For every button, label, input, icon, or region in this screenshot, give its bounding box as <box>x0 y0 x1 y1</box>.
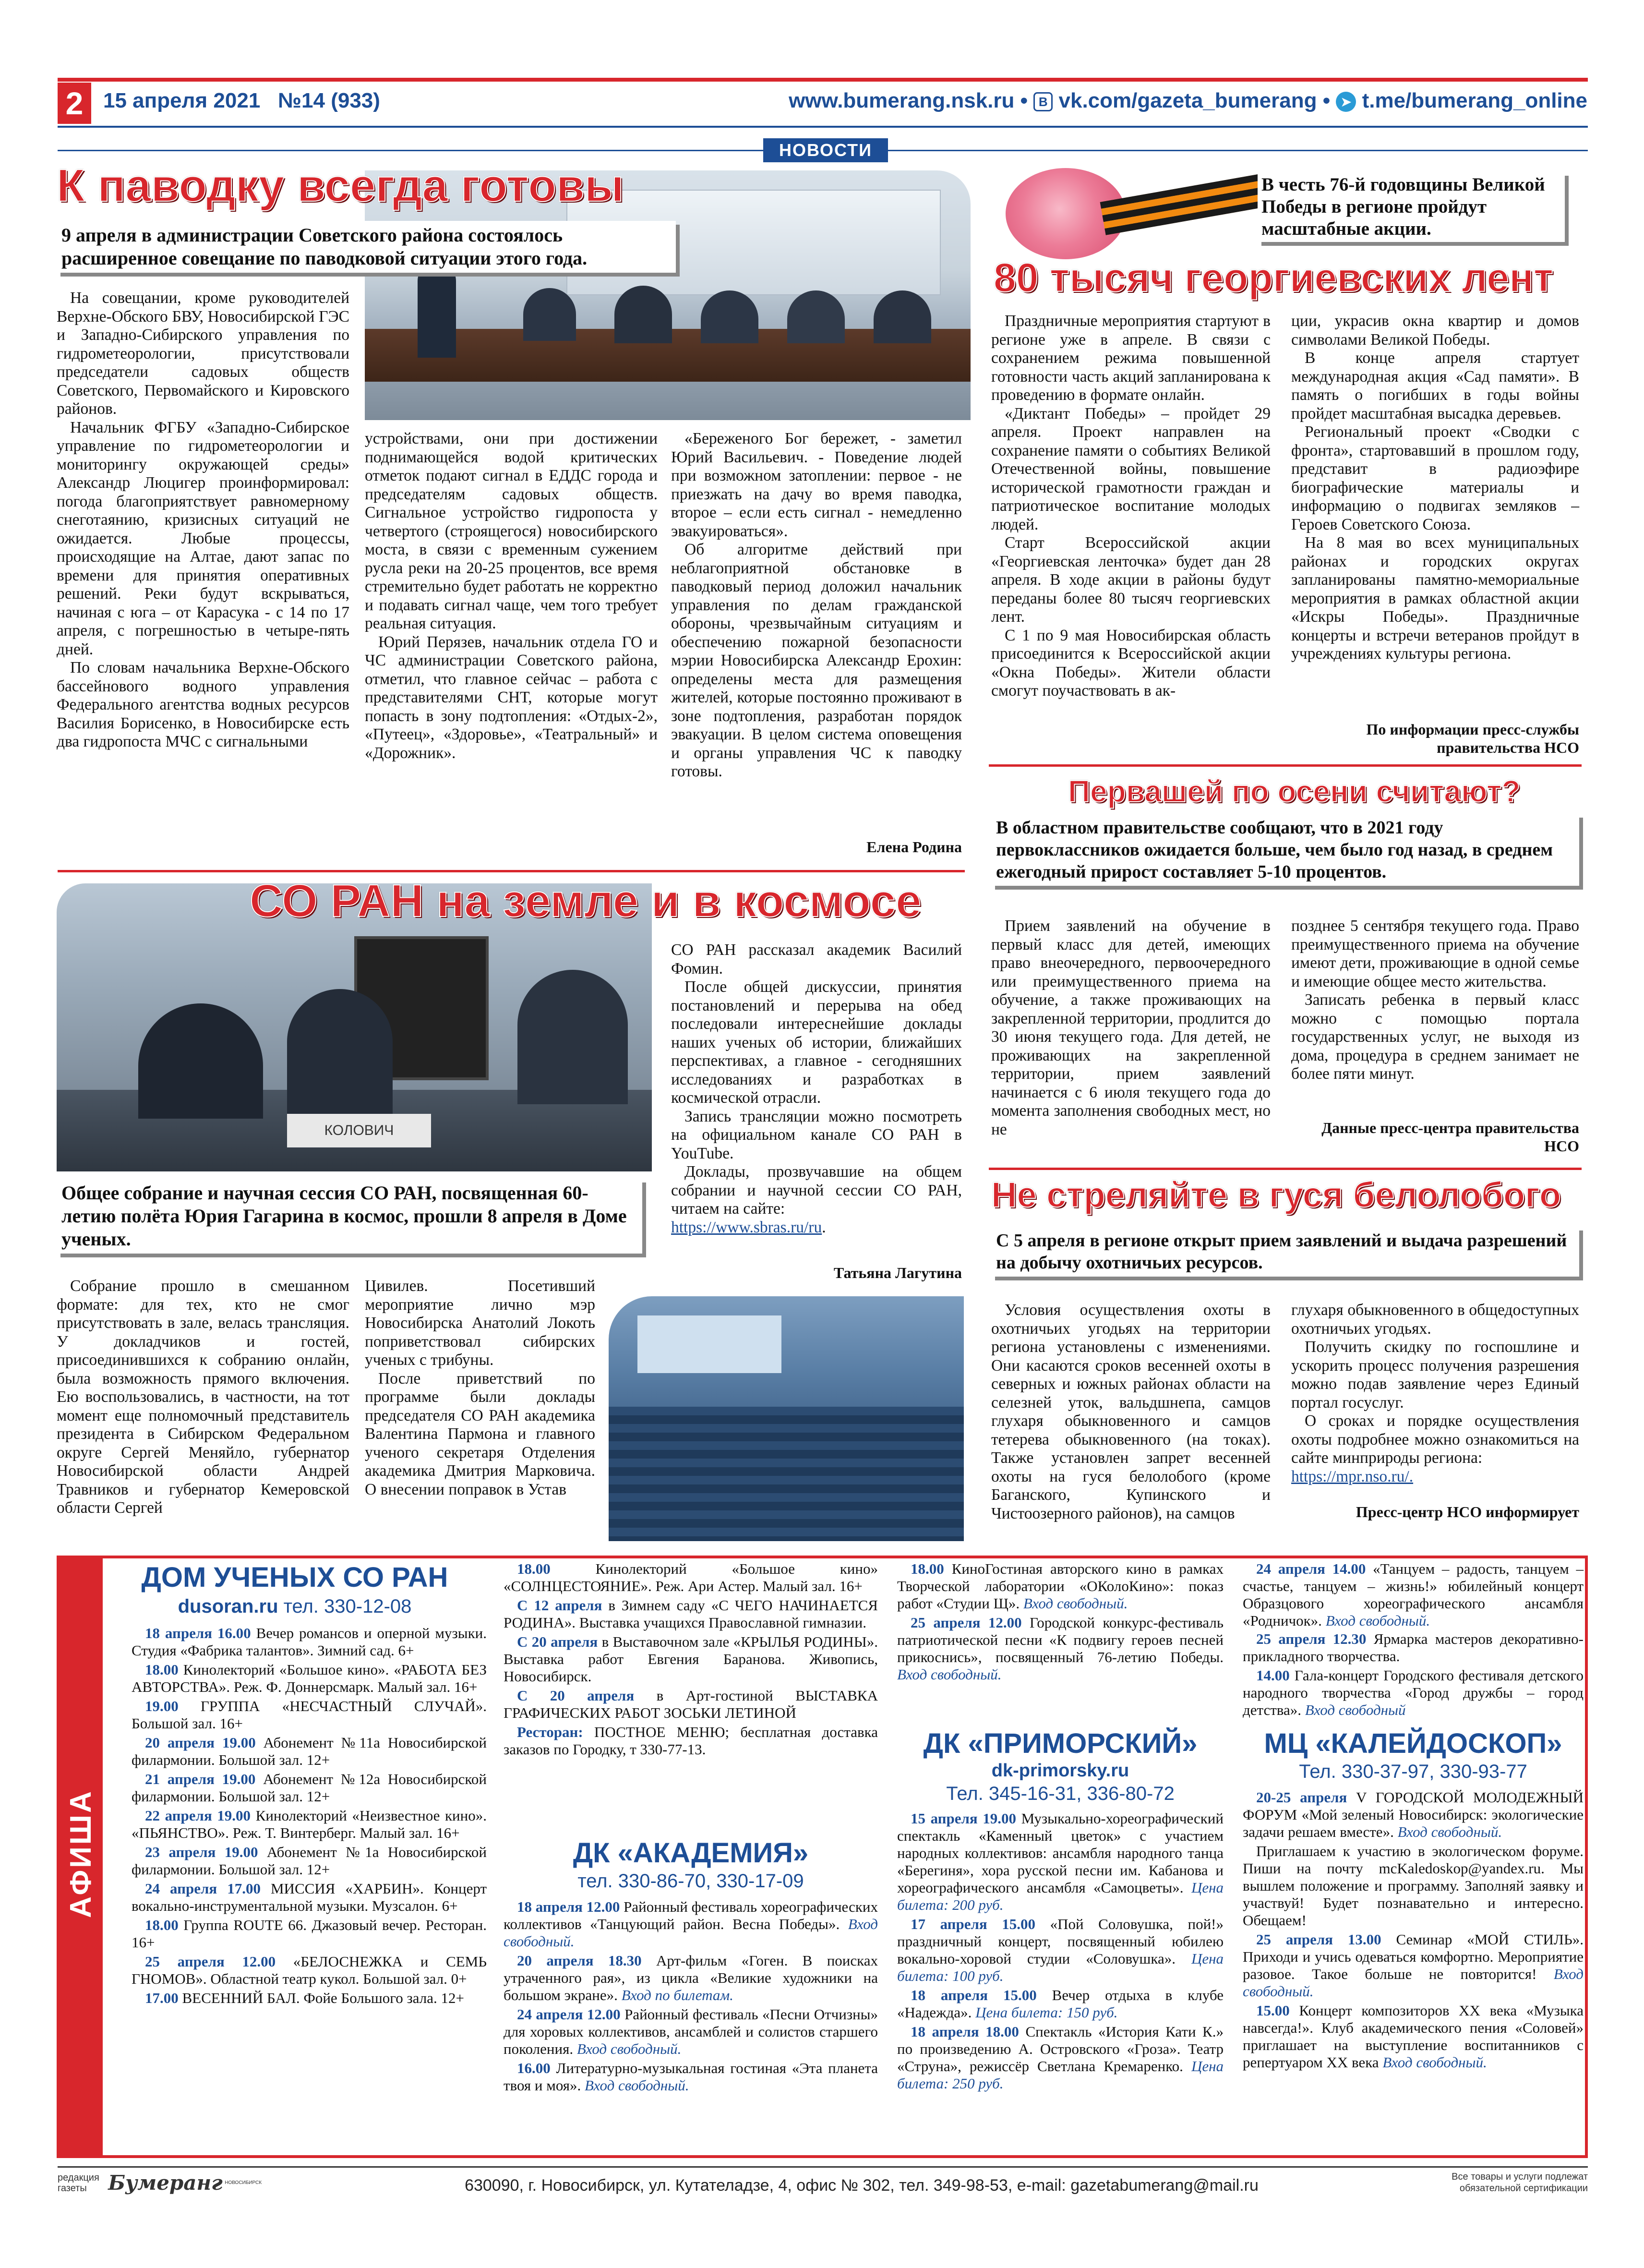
footer-logo-sub: НОВОСИБИРСК <box>225 2180 262 2185</box>
flood-lead: 9 апреля в администрации Советского района состоялось расширенное совещание по паводковой ситуации этого года. <box>57 221 676 273</box>
event-text: Кинолекторий «Неизвестное кино». «ПЬЯНСТВО». Реж. Т. Винтерберг. Малый зал. 16+ <box>132 1807 487 1841</box>
event-text: в Арт-гостиной ВЫСТАВКА ГРАФИЧЕСКИХ РАБОТ ЗОСЬКИ ЛЕТИНОЙ <box>504 1687 878 1721</box>
event-date: 20 апреля 18.30 <box>517 1952 642 1969</box>
event-date: С 20 апреля <box>517 1633 598 1650</box>
event-note: Вход по билетам. <box>621 1987 733 2003</box>
event-date: 22 апреля 19.00 <box>145 1807 251 1824</box>
event-text: Арт-фильм «Гоген. В поисках утраченного рая», из цикла «Великие художники на большом экране». <box>504 1952 878 2003</box>
mc-name: МЦ «КАЛЕЙДОСКОП» <box>1264 1728 1562 1759</box>
geese-col-2: глухаря обыкновенного в общедоступных охотничьих угодьях. Получить скидку по госпошлине и ускорить процесс получения разрешения можно подав заявление через Единый портал госуслуг. О сроках и порядке осуществления охоты подробнее можно ознакомиться на сайте минприроды региона: https://mpr.nso.ru/. <box>1291 1301 1579 1485</box>
event-note: Вход свободный. <box>576 2040 682 2057</box>
event-note: Цена билета: 150 руб. <box>975 2004 1118 2021</box>
event-note: Вход свободный. <box>1243 1966 1584 2000</box>
site-link[interactable]: www.bumerang.nsk.ru <box>789 89 1015 112</box>
afisha-item <box>132 1734 487 1769</box>
afisha-item <box>132 1990 487 2007</box>
footer-logo: Бумеранг <box>108 2171 223 2195</box>
flood-author: Елена Родина <box>866 838 962 856</box>
school-lead: В областном правительстве сообщают, что в 2021 году первоклассников ожидается больше, чем было год назад, в среднем ежегодный прирост составляет 5-10 процентов. <box>991 814 1579 886</box>
rubric-label: НОВОСТИ <box>763 138 888 162</box>
geese-headline: Не стреляйте в гуся белолобого <box>991 1175 1561 1215</box>
separator: • <box>1020 89 1028 112</box>
event-date: 18.00 <box>517 1560 551 1577</box>
afisha-item <box>897 1810 1224 1914</box>
geese-author: Пресс-центр НСО информирует <box>1356 1503 1579 1520</box>
event-date: 25 апреля 12.30 <box>1256 1630 1367 1647</box>
afisha-item <box>504 1724 878 1758</box>
afisha-item <box>132 1880 487 1915</box>
pr-list <box>897 1810 1224 2094</box>
carnation-ribbon-photo <box>991 158 1270 264</box>
event-date: 18 апреля 16.00 <box>145 1625 251 1641</box>
event-date: 16.00 <box>517 2060 551 2076</box>
nameplate: КОЛОВИЧ <box>287 1114 431 1147</box>
event-date: 20-25 апреля <box>1256 1789 1347 1806</box>
mc-list <box>1243 1789 1584 2073</box>
ak-list <box>504 1898 878 2096</box>
flood-col-1: На совещании, кроме руководителей Верхне-Обского БВУ, Новосибирской ГЭС и Западно-Сибирского управления по гидрометеорологии, присутствовали председатели садовых обществ Советского, Первомайского и Кировского районов. Начальник ФГБУ «Западно-Сибирское управление по гидрометеорологии и мониторингу окружающей среды» Александр Люцигер проинформировал: погода благоприятствует равномерному снеготаянию, кризисных ситуаций не ожидается. Любые процессы, происходящие на Алтае, дают запас по времени для принятия оперативных решений. Реки будут вскрываться, начиная с юга – от Карасука - с 14 по 17 апреля, с погрешностью в четыре-пять дней. По словам начальника Верхне-Обского бассейнового водного управления Федерального агентства водных ресурсов Василия Борисенко, в Новосибирске есть два гидропоста МЧС с сигнальными <box>57 289 349 750</box>
event-text: Абонемент №1а Новосибирской филармонии. Большой зал. 12+ <box>132 1844 487 1878</box>
afisha-item <box>504 1952 878 2004</box>
du-list-2 <box>504 1560 878 1760</box>
event-date: 17.00 <box>145 1990 179 2006</box>
event-text: Вечер отдыха в клубе «Надежда». <box>897 1987 1224 2021</box>
event-date: С 20 апреля <box>517 1687 635 1704</box>
afisha-item <box>504 2006 878 2058</box>
afisha-label: АФИША <box>64 1789 97 1918</box>
sbras-col-1: Собрание прошло в смешанном формате: для тех, кто не смог присутствовать в зале, велась трансляция. У докладчиков и гостей, присоединившихся к собранию онлайн, была возможность прямого включения. Ею воспользовались, в частности, на тот момент еще полномочный представитель президента в Сибирском Федеральном округе Сергей Меняйло, губернатор Новосибирской области Андрей Травников и губернатор Кемеровской области Сергей <box>57 1277 349 1517</box>
header-top-rule <box>58 78 1588 82</box>
afisha-item <box>504 1560 878 1595</box>
du-contacts <box>108 1595 482 1618</box>
pr-list-3 <box>1243 1630 1584 1721</box>
event-date: 18.00 <box>145 1917 179 1933</box>
footer-ed-2: газеты <box>58 2183 87 2194</box>
event-date: 24 апреля 17.00 <box>145 1880 261 1897</box>
event-text: «Танцуем – радость, танцуем – счастье, танцуем – жизнь!» юбилейный концерт Образцового хореографического ансамбля «Родничок». <box>1243 1560 1584 1629</box>
event-text: Городской конкурс-фестиваль патриотической песни «К подвигу героев песней прикоснись», посвященный 76-летию Победы. <box>897 1614 1224 1665</box>
footer-masthead <box>58 2171 262 2200</box>
event-text: Литературно-музыкальная гостиная «Эта планета твоя и моя». <box>504 2060 878 2094</box>
school-headline: Первашей по осени считают? <box>1068 774 1521 808</box>
event-date: 15 апреля 19.00 <box>911 1810 1017 1827</box>
event-text: Абонемент №11а Новосибирской филармонии. Большой зал. 12+ <box>132 1734 487 1768</box>
telegram-link[interactable]: t.me/bumerang_online <box>1362 89 1587 112</box>
flood-col-3: «Береженого Бог бережет, - заметил Юрий Васильевич. - Поведение людей при возможном затоплении: первое - не приезжать на дачу во время паводка, второе – если есть сигнал - немедленно эвакуироваться». Об алгоритме действий при неблагоприятной обстановке в паводковый период доложил начальник управления по делам гражданской обороны, чрезвычайным ситуациям и обеспечению пожарной безопасности мэрии Новосибирска Александр Ерохин: определены места для размещения жителей, которые постоянно проживают в зоне подтопления, разработан порядок эвакуации. В целом система оповещения и органы управления ЧС к паводку готовы. <box>671 430 962 780</box>
afisha-item <box>132 1844 487 1878</box>
afisha-item <box>132 1953 487 1988</box>
afisha-item <box>504 1898 878 1950</box>
vk-icon: В <box>1033 92 1053 111</box>
event-date: 17 апреля 15.00 <box>911 1916 1036 1932</box>
pr-tel: Тел. 345-16-31, 336-80-72 <box>946 1783 1175 1804</box>
event-text: Районный фестиваль «Песни Отчизны» для хоровых коллективов, ансамблей и солистов старшего поколения. <box>504 2006 878 2057</box>
du-tel: тел. 330-12-08 <box>283 1596 412 1617</box>
ak-name: ДК «АКАДЕМИЯ» <box>573 1837 809 1869</box>
event-text: Гала-концерт Городского фестиваля детского народного творчества «Город дружбы – город детства». <box>1243 1667 1584 1718</box>
event-text: «БЕЛОСНЕЖКА и СЕМЬ ГНОМОВ». Областной театр кукол. Большой зал. 0+ <box>132 1953 487 1987</box>
event-date: 24 апреля 14.00 <box>1256 1560 1366 1577</box>
event-text: Кинолекторий «Большое кино» «СОЛНЦЕСТОЯНИЕ». Реж. Ари Астер. Малый зал. 16+ <box>504 1560 878 1594</box>
sbras-col-right: СО РАН рассказал академик Василий Фомин. После общей дискуссии, принятия постановлений и перерыва на обед последовали интереснейшие доклады наших ученых об истории, ближайших перспективах, а главное - сегодняшних исследованиях и разработках в космической отрасли. Запись трансляции можно посмотреть на официальном канале СО РАН в YouTube. Доклады, прозвучавшие на общем собрании и научной сессии СО РАН, читаем на сайте: https://www.sbras.ru/ru. <box>671 941 962 1236</box>
event-text: Семинар «МОЙ СТИЛЬ». Приходи и учись одеваться комфортно. Мероприятие разовое. Такое больше не повторится! <box>1243 1931 1584 1982</box>
flood-headline: К паводку всегда готовы <box>57 160 624 211</box>
ribbons-col-1: Праздничные мероприятия стартуют в регионе уже в апреле. В связи с сохранением режима повышенной готовности часть акций запланирована к проведению в формате онлайн. «Диктант Победы» – пройдет 29 апреля. Проект направлен на сохранение памяти о событиях Великой Отечественной войны, повышение исторической грамотности граждан и патриотическое воспитание молодых людей. Старт Всероссийской акции «Георгиевская ленточка» будет дан 28 апреля. В ходе акции в районы будут переданы более 80 тысяч георгиевских лент. С 1 по 9 мая Новосибирская область присоединится к Всероссийской акции «Окна Победы». Жители области смогут поучаствовать в ак- <box>991 312 1271 700</box>
afisha-item <box>504 1597 878 1631</box>
du-name: ДОМ УЧЕНЫХ СО РАН <box>141 1562 448 1593</box>
event-date: 18.00 <box>911 1560 944 1577</box>
rubric-rule-right <box>888 150 1588 151</box>
afisha-item <box>1243 1667 1584 1719</box>
afisha-item <box>132 1625 487 1659</box>
du-site[interactable]: dusoran.ru <box>178 1596 278 1617</box>
vk-link[interactable]: vk.com/gazeta_bumerang <box>1058 89 1317 112</box>
event-text: Концерт композиторов XX века «Музыка навсегда!». Клуб академического пения «Соловей» приглашает на выступление воспитанников с репертуаром XX века <box>1243 2002 1584 2071</box>
afisha-item <box>897 1916 1224 1985</box>
event-date: 18.00 <box>145 1661 179 1678</box>
pr-name: ДК «ПРИМОРСКИЙ» <box>923 1728 1198 1759</box>
event-note: Вход свободный. <box>504 1916 878 1950</box>
afisha-item <box>1243 1560 1584 1629</box>
header-links <box>789 89 1587 113</box>
event-text: Кинолекторий «Большое кино». «РАБОТА БЕЗ АВТОРСТВА». Реж. Ф. Доннерсмарк. Малый зал. 16+ <box>132 1661 487 1695</box>
event-date: 18 апреля 18.00 <box>911 2023 1019 2040</box>
du-list <box>132 1625 487 2009</box>
event-date: 25 апреля 12.00 <box>145 1953 276 1970</box>
ak-tel: тел. 330-86-70, 330-17-09 <box>577 1870 804 1892</box>
ribbons-author: По информации пресс-службы правительства НСО <box>1366 721 1579 756</box>
event-date: Ресторан: <box>517 1724 583 1740</box>
sbras-link[interactable]: https://www.sbras.ru/ru <box>671 1218 822 1236</box>
event-date: 23 апреля 19.00 <box>145 1844 258 1860</box>
event-date: 20 апреля 19.00 <box>145 1734 256 1751</box>
event-note: Вход свободный. <box>1382 2054 1487 2071</box>
mc-tel: Тел. 330-37-97, 330-93-77 <box>1299 1761 1527 1782</box>
event-text: Приглашаем к участию в экологическом форуме. Пиши на почту mcKaledoskop@yandex.ru. Мы вышлем положение и программу. Заполняй заявку и участвуй! Будет познавательно и интересно. Обещаем! <box>1243 1843 1584 1929</box>
afisha <box>57 1556 1588 2158</box>
footer-rule <box>58 2166 1588 2168</box>
event-text: в Зимнем саду «С ЧЕГО НАЧИНАЕТСЯ РОДИНА». Выставка учащихся Православной гимназии. <box>504 1597 878 1631</box>
school-col-2: позднее 5 сентября текущего года. Право преимущественного приема на обучение имеют дети, проживающие в одной семье и имеющие общее место жительства. Записать ребенка в первый класс можно с помощью портала государственных услуг, не выходя из дома, процедура в среднем занимает не более пяти минут. <box>1291 917 1579 1083</box>
event-text: Спектакль «История Кати К.» по произведению А. Островского «Гроза». Театр «Струна», режиссёр Светлана Кремаренко. <box>897 2023 1224 2075</box>
afisha-item <box>1243 1843 1584 1929</box>
afisha-item <box>132 1917 487 1951</box>
event-date: 18 апреля 15.00 <box>911 1987 1037 2003</box>
event-note: Вход свободный. <box>1397 1823 1502 1840</box>
footer-address: 630090, г. Новосибирск, ул. Кутателадзе, 4, офис № 302, тел. 349-98-53, e-mail: gazetabumerang@mail.ru <box>465 2176 1259 2195</box>
event-note: Вход свободный <box>1305 1701 1406 1718</box>
event-text: ПОСТНОЕ МЕНЮ; бесплатная доставка заказов по Городку, т 330-77-13. <box>504 1724 878 1758</box>
event-date: 25 апреля 12.00 <box>911 1614 1022 1631</box>
pr-list-0 <box>897 1560 1224 1685</box>
school-col-1: Прием заявлений на обучение в первый класс для детей, имеющих право внеочередного, первоочередного или преимущественного приема на обучение, а также проживающих на закрепленной территории, продлится до 30 июня текущего года. Для детей, не проживающих на закрепленной территории, прием заявлений начинается с 6 июля текущего года до момента заполнения свободных мест, но не <box>991 917 1271 1138</box>
header-bottom-rule <box>58 126 1588 128</box>
geese-rule <box>989 1168 1582 1170</box>
school-author: Данные пресс-центра правительства НСО <box>1321 1119 1579 1155</box>
afisha-item <box>132 1807 487 1842</box>
sbras-headline: СО РАН на земле и в космосе <box>250 875 922 927</box>
telegram-icon: ➤ <box>1336 92 1356 112</box>
sbras-lead: Общее собрание и научная сессия СО РАН, посвященная 60-летию полёта Юрия Гагарина в космос, прошли 8 апреля в Доме ученых. <box>57 1179 642 1254</box>
afisha-item <box>1243 2002 1584 2071</box>
afisha-item <box>504 1633 878 1685</box>
event-text: Ярмарка мастеров декоративно-прикладного творчества. <box>1243 1630 1584 1665</box>
event-text: МИССИЯ «ХАРБИН». Концерт вокально-инструментальной музыки. Музсалон. 6+ <box>132 1880 487 1914</box>
event-note: Вход свободный. <box>897 1666 1002 1683</box>
school-rule <box>989 764 1582 767</box>
event-date: 18 апреля 12.00 <box>517 1898 620 1915</box>
afisha-item <box>1243 1630 1584 1665</box>
flood-col-2: устройствами, они при достижении поднимающейся водой критических отметок подают сигнал в ЕДДС города и председателям садовых обществ. Сигнальное устройство гидропоста у четвертого (строящегося) новосибирского моста, в связи с временным сужением русла реки на 20-25 процентов, все время стремительно будет работать не корректно и подавать сигнал чаще, чем того требует реальная ситуация. Юрий Перязев, начальник отдела ГО и ЧС администрации Советского района, отметил, что главное сейчас – работа с представителями СНТ, которые могут попасть в зону подтопления: «Отдых-2», «Путеец», «Здоровье», «Театральный» и «Дорожник». <box>365 430 658 762</box>
event-text: Вечер романсов и оперной музыки. Студия «Фабрика талантов». Зимний сад. 6+ <box>132 1625 487 1659</box>
event-note: Вход свободный. <box>1023 1595 1128 1612</box>
event-text: «Пой Соловушка, пой!» праздничный концерт, посвященный юбилею вокально-хоровой студии «Соловушка». <box>897 1916 1224 1967</box>
afisha-item <box>1243 1789 1584 1841</box>
afisha-item <box>504 1687 878 1722</box>
afisha-item <box>504 2060 878 2094</box>
sbras-author: Татьяна Лагутина <box>833 1264 962 1281</box>
footer-ed-1: редакция <box>58 2172 99 2183</box>
event-text: Группа ROUTE 66. Джазовый вечер. Ресторан. 16+ <box>132 1917 487 1951</box>
header-date-line <box>103 89 380 113</box>
event-text: в Выставочном зале «КРЫЛЬЯ РОДИНЫ». Выставка работ Евгения Баранова. Живопись, Новосибирск. <box>504 1633 878 1685</box>
afisha-item <box>132 1661 487 1696</box>
event-date: 15.00 <box>1256 2002 1290 2019</box>
event-text: Музыкально-хореографический спектакль «Каменный цветок» с участием народных коллективов: ансамбля народного танца «Берегиня», хора русской песни им. Кабанова и хореографического ансамбля «Самоцветы». <box>897 1810 1224 1896</box>
issue-number: №14 (933) <box>277 89 380 112</box>
ribbons-headline: 80 тысяч георгиевских лент <box>994 255 1553 300</box>
event-note: Вход свободный. <box>1325 1612 1430 1629</box>
event-note: Цена билета: 100 руб. <box>897 1950 1224 1984</box>
afisha-item <box>897 1614 1224 1683</box>
event-text: ВЕСЕННИЙ БАЛ. Фойе Большого зала. 12+ <box>178 1990 464 2006</box>
rubric-rule-left <box>58 150 763 151</box>
afisha-item <box>132 1771 487 1805</box>
event-text: КиноГостиная авторского кино в рамках Творческой лаборатории «ОКолоКино»: показ работ «Студии Щ». <box>897 1560 1224 1612</box>
afisha-item <box>132 1698 487 1732</box>
pr-list-2 <box>1243 1560 1584 1631</box>
ribbons-col-2: ции, украсив окна квартир и домов символами Великой Победы. В конце апреля стартует международная акция «Сад памяти». В память о погибших в годы войны пройдет масштабная высадка деревьев. Региональный проект «Сводки с фронта», стартовавший в прошлом году, представит в радиоэфире биографические материалы и информацию о подвигах земляков – Героев Советского Союза. На 8 мая во всех муниципальных районах и городских округах запланированы памятно-мемориальные мероприятия в рамках областной акции «Искры Победы». Праздничные концерты и встречи ветеранов пройдут в учреждениях культуры региона. <box>1291 312 1579 663</box>
sbras-rule <box>58 870 965 872</box>
event-date: 24 апреля 12.00 <box>517 2006 621 2023</box>
sbras-col-2: Цивилев. Посетивший мероприятие лично мэр Новосибирска Анатолий Локоть поприветствовал сибирских ученых с трибуны. После приветствий по программе были доклады председателя СО РАН академика Валентина Пармона и главного ученого секретаря Отделения академика Дмитрия Марковича. О внесении поправок в Устав <box>365 1277 595 1498</box>
footer-cert: Все товары и услуги подлежат обязательной сертификации <box>1452 2171 1588 2194</box>
page-number: 2 <box>58 83 91 124</box>
afisha-item <box>897 2023 1224 2092</box>
event-text: Абонемент №12а Новосибирской филармонии. Большой зал. 12+ <box>132 1771 487 1805</box>
event-date: 19.00 <box>145 1698 179 1714</box>
afisha-item <box>897 1560 1224 1612</box>
event-date: 14.00 <box>1256 1667 1290 1684</box>
pr-site[interactable]: dk-primorsky.ru <box>991 1761 1129 1781</box>
event-note: Вход свободный. <box>585 2077 689 2094</box>
event-note: Цена билета: 250 руб. <box>897 2058 1224 2092</box>
geese-link[interactable]: https://mpr.nso.ru/. <box>1291 1467 1414 1485</box>
afisha-item <box>897 1987 1224 2021</box>
separator: • <box>1322 89 1331 112</box>
event-date: 21 апреля 19.00 <box>145 1771 256 1787</box>
afisha-item <box>1243 1931 1584 2000</box>
issue-date: 15 апреля 2021 <box>103 89 261 112</box>
event-text: ГРУППА «НЕСЧАСТНЫЙ СЛУЧАЙ». Большой зал. 16+ <box>132 1698 487 1732</box>
geese-col-1: Условия осуществления охоты в охотничьих угодьях на территории региона установлены с изменениями. Они касаются сроков весенней охоты в северных и южных районах области на селезней уток, вальдшнепа, самцов глухаря обыкновенного и самцов тетерева обыкновенного (на токах). Также установлен запрет весенней охоты на гуся белолобого (кроме Баганского, Купинского и Чистоозерного районов), на самцов <box>991 1301 1271 1522</box>
ribbons-lead: В честь 76-й годовщины Великой Победы в регионе пройдут масштабные акции. <box>1258 172 1565 242</box>
geese-lead: С 5 апреля в регионе открыт прием заявлений и выдача разрешений на добычу охотничьих ресурсов. <box>991 1227 1579 1277</box>
assembly-hall-photo <box>609 1296 964 1541</box>
event-note: Цена билета: 200 руб. <box>897 1879 1224 1913</box>
event-text: Районный фестиваль хореографических коллективов «Танцующий район. Весна Победы». <box>504 1898 878 1932</box>
event-text: V ГОРОДСКОЙ МОЛОДЕЖНЫЙ ФОРУМ «Мой зеленый Новосибирск: экологические задачи решаем вместе». <box>1243 1789 1584 1840</box>
event-date: С 12 апреля <box>517 1597 602 1614</box>
event-date: 25 апреля 13.00 <box>1256 1931 1381 1948</box>
